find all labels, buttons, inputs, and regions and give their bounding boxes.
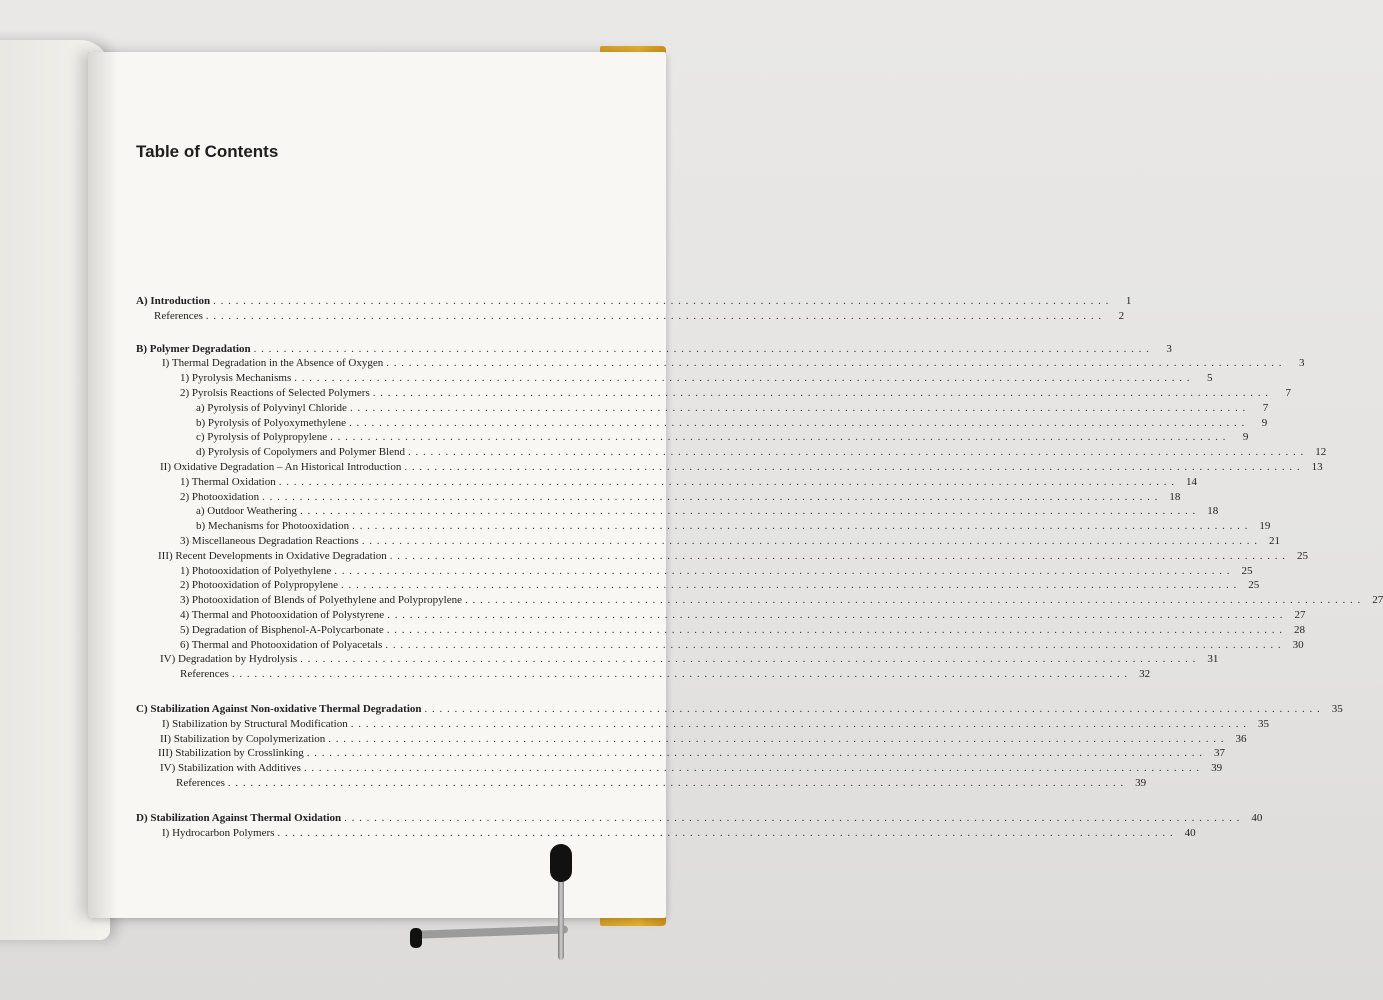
toc-entry-page: 40	[1251, 811, 1263, 824]
toc-entry	[136, 401, 1269, 416]
toc-entry-label: IV) Degradation by Hydrolysis	[160, 653, 298, 666]
leader-dots: . . . . . . . . . . . . . . . . . . . . . . . . . . . . . . . . . . . . . . . . . . . . . . . . . . . . . . . . . . . . . . . . . . . . . . . . . . . . . . . . . . . . . . . . . . . . . . . . . . . . . . . . . . . . . . . . . . . . . . . .	[278, 475, 1175, 488]
toc-entry-page: 9	[1261, 416, 1268, 429]
toc-entry	[136, 776, 1147, 791]
toc-entry	[136, 638, 1304, 653]
toc-entry	[136, 593, 1383, 608]
toc-entry-page: 40	[1184, 826, 1196, 839]
toc-entry-page: 27	[1372, 594, 1383, 607]
leader-dots: . . . . . . . . . . . . . . . . . . . . . . . . . . . . . . . . . . . . . . . . . . . . . . . . . . . . . . . . . . . . . . . . . . . . . . . . . . . . . . . . . . . . . . . . . . . . . . . . . . . . . . . . . . . . . . . . . . . . . . . .	[386, 357, 1283, 370]
toc-entry-page: 25	[1297, 549, 1309, 562]
toc-entry-label: 3) Miscellaneous Degradation Reactions	[180, 534, 359, 547]
leader-dots: . . . . . . . . . . . . . . . . . . . . . . . . . . . . . . . . . . . . . . . . . . . . . . . . . . . . . . . . . . . . . . . . . . . . . . . . . . . . . . . . . . . . . . . . . . . . . . . . . . . . . . . . . . . . . . . . . . . . . . . .	[340, 579, 1238, 592]
toc-entry	[136, 504, 1219, 519]
toc-entry-page: 9	[1242, 431, 1249, 444]
leader-dots: . . . . . . . . . . . . . . . . . . . . . . . . . . . . . . . . . . . . . . . . . . . . . . . . . . . . . . . . . . . . . . . . . . . . . . . . . . . . . . . . . . . . . . . . . . . . . . . . . . . . . . . . . . . . . . . . . . . . . . . .	[361, 534, 1258, 547]
leader-dots: . . . . . . . . . . . . . . . . . . . . . . . . . . . . . . . . . . . . . . . . . . . . . . . . . . . . . . . . . . . . . . . . . . . . . . . . . . . . . . . . . . . . . . . . . . . . . . . . . . . . . . . . . . . . . . . . . . . . . . . .	[262, 490, 1159, 503]
section-gap	[136, 682, 560, 702]
toc-entry-page: 32	[1139, 668, 1151, 681]
page-title: Table of Contents	[136, 142, 279, 161]
toc-entry-label: III) Stabilization by Crosslinking	[158, 747, 304, 760]
leader-dots: . . . . . . . . . . . . . . . . . . . . . . . . . . . . . . . . . . . . . . . . . . . . . . . . . . . . . . . . . . . . . . . . . . . . . . . . . . . . . . . . . . . . . . . . . . . . . . . . . . . . . . . . . . . . . . . . . . . . . . . .	[330, 431, 1227, 444]
toc-entry	[136, 623, 1305, 638]
toc-entry-label: References	[154, 309, 203, 322]
toc-entry-label: 6) Thermal and Photooxidation of Polyacetals	[180, 638, 383, 651]
toc-entry-page: 35	[1258, 717, 1269, 730]
toc-section-heading	[136, 294, 1132, 309]
leader-dots: . . . . . . . . . . . . . . . . . . . . . . . . . . . . . . . . . . . . . . . . . . . . . . . . . . . . . . . . . . . . . . . . . . . . . . . . . . . . . . . . . . . . . . . . . . . . . . . . . . . . . . . . . . . . . . . . . . . . . . . .	[299, 505, 1197, 518]
stand-rod	[558, 870, 564, 960]
toc-entry-page: 14	[1185, 475, 1197, 488]
toc-entry	[136, 386, 1291, 401]
toc-entry	[136, 761, 1223, 776]
toc-section-heading	[136, 811, 1263, 826]
toc-entry	[136, 356, 1305, 371]
toc-entry-label: 1) Photooxidation of Polyethylene	[180, 564, 332, 577]
toc-entry	[136, 732, 1247, 747]
leader-dots: . . . . . . . . . . . . . . . . . . . . . . . . . . . . . . . . . . . . . . . . . . . . . . . . . . . . . . . . . . . . . . . . . . . . . . . . . . . . . . . . . . . . . . . . . . . . . . . . . . . . . . . . . . . . . . . . . . . . . . . .	[205, 309, 1103, 322]
leader-dots: . . . . . . . . . . . . . . . . . . . . . . . . . . . . . . . . . . . . . . . . . . . . . . . . . . . . . . . . . . . . . . . . . . . . . . . . . . . . . . . . . . . . . . . . . . . . . . . . . . . . . . . . . . . . . . . . . . . . . . . .	[465, 594, 1362, 607]
toc-entry-label: 4) Thermal and Photooxidation of Polystyrene	[180, 608, 385, 621]
toc-entry-page: 36	[1235, 732, 1247, 745]
leader-dots: . . . . . . . . . . . . . . . . . . . . . . . . . . . . . . . . . . . . . . . . . . . . . . . . . . . . . . . . . . . . . . . . . . . . . . . . . . . . . . . . . . . . . . . . . . . . . . . . . . . . . . . . . . . . . . . . . . . . . . . .	[231, 668, 1129, 681]
leader-dots: . . . . . . . . . . . . . . . . . . . . . . . . . . . . . . . . . . . . . . . . . . . . . . . . . . . . . . . . . . . . . . . . . . . . . . . . . . . . . . . . . . . . . . . . . . . . . . . . . . . . . . . . . . . . . . . . . . . . . . . .	[408, 446, 1305, 459]
toc-entry-label: a) Outdoor Weathering	[196, 505, 297, 518]
toc-entry	[136, 652, 1219, 667]
toc-entry-page: 30	[1292, 638, 1304, 651]
toc-entry	[136, 519, 1271, 534]
toc-entry	[136, 578, 1260, 593]
gutter-shadow	[88, 52, 118, 918]
leader-dots: . . . . . . . . . . . . . . . . . . . . . . . . . . . . . . . . . . . . . . . . . . . . . . . . . . . . . . . . . . . . . . . . . . . . . . . . . . . . . . . . . . . . . . . . . . . . . . . . . . . . . . . . . . . . . . . . . . . . . . . .	[303, 762, 1201, 775]
leader-dots: . . . . . . . . . . . . . . . . . . . . . . . . . . . . . . . . . . . . . . . . . . . . . . . . . . . . . . . . . . . . . . . . . . . . . . . . . . . . . . . . . . . . . . . . . . . . . . . . . . . . . . . . . . . . . . . . . . . . . . . .	[350, 717, 1247, 730]
toc-entry-page: 37	[1213, 747, 1225, 760]
leader-dots: . . . . . . . . . . . . . . . . . . . . . . . . . . . . . . . . . . . . . . . . . . . . . . . . . . . . . . . . . . . . . . . . . . . . . . . . . . . . . . . . . . . . . . . . . . . . . . . . . . . . . . . . . . . . . . . . . . . . . . . .	[372, 386, 1269, 399]
toc-entry	[136, 371, 1213, 386]
leader-dots: . . . . . . . . . . . . . . . . . . . . . . . . . . . . . . . . . . . . . . . . . . . . . . . . . . . . . . . . . . . . . . . . . . . . . . . . . . . . . . . . . . . . . . . . . . . . . . . . . . . . . . . . . . . . . . . . . . . . . . . .	[349, 416, 1246, 429]
toc-entry-label: 1) Thermal Oxidation	[180, 475, 276, 488]
toc-entry-label: b) Mechanisms for Photooxidation	[196, 520, 350, 533]
toc-entry-page: 1	[1125, 295, 1132, 307]
leader-dots: . . . . . . . . . . . . . . . . . . . . . . . . . . . . . . . . . . . . . . . . . . . . . . . . . . . . . . . . . . . . . . . . . . . . . . . . . . . . . . . . . . . . . . . . . . . . . . . . . . . . . . . . . . . . . . . . . . . . . . . .	[385, 638, 1282, 651]
toc-entry-page: 7	[1262, 401, 1269, 414]
toc-entry-label: 2) Pyrolsis Reactions of Selected Polymers	[180, 386, 370, 399]
toc-entry	[136, 608, 1306, 623]
toc-entry	[136, 667, 1151, 682]
leader-dots: . . . . . . . . . . . . . . . . . . . . . . . . . . . . . . . . . . . . . . . . . . . . . . . . . . . . . . . . . . . . . . . . . . . . . . . . . . . . . . . . . . . . . . . . . . . . . . . . . . . . . . . . . . . . . . . . . . . . . . . .	[404, 460, 1301, 473]
toc-entry-page: 31	[1207, 653, 1219, 666]
toc-entry-label: d) Pyrolysis of Copolymers and Polymer Blend	[196, 446, 405, 459]
leader-dots: . . . . . . . . . . . . . . . . . . . . . . . . . . . . . . . . . . . . . . . . . . . . . . . . . . . . . . . . . . . . . . . . . . . . . . . . . . . . . . . . . . . . . . . . . . . . . . . . . . . . . . . . . . . . . . . . . . . . . . . .	[386, 623, 1283, 636]
toc-entry-page: 18	[1207, 505, 1219, 518]
leader-dots: . . . . . . . . . . . . . . . . . . . . . . . . . . . . . . . . . . . . . . . . . . . . . . . . . . . . . . . . . . . . . . . . . . . . . . . . . . . . . . . . . . . . . . . . . . . . . . . . . . . . . . . . . . . . . . . . . . . . . . . .	[306, 747, 1203, 760]
leader-dots: . . . . . . . . . . . . . . . . . . . . . . . . . . . . . . . . . . . . . . . . . . . . . . . . . . . . . . . . . . . . . . . . . . . . . . . . . . . . . . . . . . . . . . . . . . . . . . . . . . . . . . . . . . . . . . . . . . . . . . . .	[334, 564, 1231, 577]
toc-entry-label: a) Pyrolysis of Polyvinyl Chloride	[196, 401, 347, 414]
section-gap	[136, 324, 560, 342]
toc-entry	[136, 475, 1197, 490]
toc-entry-page: 3	[1299, 357, 1305, 370]
toc-entry-label: I) Thermal Degradation in the Absence of Oxygen	[162, 357, 384, 370]
toc-entry-page: 39	[1211, 762, 1223, 775]
leader-dots: . . . . . . . . . . . . . . . . . . . . . . . . . . . . . . . . . . . . . . . . . . . . . . . . . . . . . . . . . . . . . . . . . . . . . . . . . . . . . . . . . . . . . . . . . . . . . . . . . . . . . . . . . . . . . . . . . . . . . . . .	[344, 811, 1241, 824]
toc-section-heading	[136, 342, 1172, 357]
toc-entry	[136, 430, 1249, 445]
toc-entry-label: I) Hydrocarbon Polymers	[162, 826, 275, 839]
toc-entry-label: References	[180, 668, 229, 681]
toc-entry	[136, 445, 1327, 460]
leader-dots: . . . . . . . . . . . . . . . . . . . . . . . . . . . . . . . . . . . . . . . . . . . . . . . . . . . . . . . . . . . . . . . . . . . . . . . . . . . . . . . . . . . . . . . . . . . . . . . . . . . . . . . . . . . . . . . . . . . . . . . .	[328, 732, 1225, 745]
toc-entry-page: 35	[1331, 702, 1343, 715]
leader-dots: . . . . . . . . . . . . . . . . . . . . . . . . . . . . . . . . . . . . . . . . . . . . . . . . . . . . . . . . . . . . . . . . . . . . . . . . . . . . . . . . . . . . . . . . . . . . . . . . . . . . . . . . . . . . . . . . . . . . . . . .	[277, 826, 1174, 839]
leader-dots: . . . . . . . . . . . . . . . . . . . . . . . . . . . . . . . . . . . . . . . . . . . . . . . . . . . . . . . . . . . . . . . . . . . . . . . . . . . . . . . . . . . . . . . . . . . . . . . . . . . . . . . . . . . . . . . . . . . . . . . .	[294, 372, 1191, 385]
toc-entry-page: 7	[1285, 386, 1291, 399]
leader-dots: . . . . . . . . . . . . . . . . . . . . . . . . . . . . . . . . . . . . . . . . . . . . . . . . . . . . . . . . . . . . . . . . . . . . . . . . . . . . . . . . . . . . . . . . . . . . . . . . . . . . . . . . . . . . . . . . . . . . . . . .	[389, 549, 1287, 562]
leader-dots: . . . . . . . . . . . . . . . . . . . . . . . . . . . . . . . . . . . . . . . . . . . . . . . . . . . . . . . . . . . . . . . . . . . . . . . . . . . . . . . . . . . . . . . . . . . . . . . . . . . . . . . . . . . . . . . . . . . . . . . .	[213, 295, 1110, 307]
leader-dots: . . . . . . . . . . . . . . . . . . . . . . . . . . . . . . . . . . . . . . . . . . . . . . . . . . . . . . . . . . . . . . . . . . . . . . . . . . . . . . . . . . . . . . . . . . . . . . . . . . . . . . . . . . . . . . . . . . . . . . . .	[352, 520, 1249, 533]
toc-entry	[136, 534, 1280, 549]
toc-entry-page: 3	[1166, 342, 1172, 355]
toc-entry-label: II) Stabilization by Copolymerization	[160, 732, 326, 745]
toc-entry-page: 27	[1294, 608, 1306, 621]
toc-entry-label: 3) Photooxidation of Blends of Polyethylene and Polypropylene	[180, 594, 462, 607]
toc-entry-page: 5	[1206, 372, 1213, 385]
toc-entry-label: 2) Photooxidation	[180, 490, 260, 503]
toc-entry	[136, 460, 1323, 475]
leader-dots: . . . . . . . . . . . . . . . . . . . . . . . . . . . . . . . . . . . . . . . . . . . . . . . . . . . . . . . . . . . . . . . . . . . . . . . . . . . . . . . . . . . . . . . . . . . . . . . . . . . . . . . . . . . . . . . . . . . . . . . .	[227, 776, 1125, 789]
toc-entry	[136, 564, 1253, 579]
toc-entry	[136, 549, 1309, 564]
toc-entry-page: 13	[1311, 460, 1323, 473]
toc-entry-label: III) Recent Developments in Oxidative Degradation	[158, 549, 387, 562]
toc-entry	[136, 717, 1269, 732]
toc-entry-page: 18	[1169, 490, 1181, 503]
toc-entry-page: 2	[1118, 309, 1125, 322]
toc-entry-label: B) Polymer Degradation	[136, 342, 251, 355]
book-stand	[410, 840, 580, 970]
leader-dots: . . . . . . . . . . . . . . . . . . . . . . . . . . . . . . . . . . . . . . . . . . . . . . . . . . . . . . . . . . . . . . . . . . . . . . . . . . . . . . . . . . . . . . . . . . . . . . . . . . . . . . . . . . . . . . . . . . . . . . . .	[424, 702, 1321, 715]
toc-entry-label: IV) Stabilization with Additives	[160, 762, 301, 775]
toc-entry-label: D) Stabilization Against Thermal Oxidation	[136, 811, 342, 824]
toc-entry	[136, 826, 1196, 841]
table-of-contents	[136, 294, 1383, 840]
toc-entry-page: 39	[1135, 776, 1147, 789]
toc-entry-page: 12	[1315, 446, 1327, 459]
toc-entry-label: b) Pyrolysis of Polyoxymethylene	[196, 416, 347, 429]
toc-entry	[136, 490, 1181, 505]
stand-base	[418, 925, 568, 938]
leader-dots: . . . . . . . . . . . . . . . . . . . . . . . . . . . . . . . . . . . . . . . . . . . . . . . . . . . . . . . . . . . . . . . . . . . . . . . . . . . . . . . . . . . . . . . . . . . . . . . . . . . . . . . . . . . . . . . . . . . . . . . .	[300, 653, 1197, 666]
toc-entry-label: References	[176, 776, 225, 789]
book-page	[88, 52, 1383, 918]
toc-entry	[136, 746, 1225, 761]
leader-dots: . . . . . . . . . . . . . . . . . . . . . . . . . . . . . . . . . . . . . . . . . . . . . . . . . . . . . . . . . . . . . . . . . . . . . . . . . . . . . . . . . . . . . . . . . . . . . . . . . . . . . . . . . . . . . . . . . . . . . . . .	[349, 401, 1247, 414]
stand-foot	[410, 928, 422, 948]
toc-entry-page: 21	[1268, 534, 1280, 547]
toc-entry-page: 28	[1294, 623, 1305, 636]
stand-cap	[550, 844, 572, 882]
leader-dots: . . . . . . . . . . . . . . . . . . . . . . . . . . . . . . . . . . . . . . . . . . . . . . . . . . . . . . . . . . . . . . . . . . . . . . . . . . . . . . . . . . . . . . . . . . . . . . . . . . . . . . . . . . . . . . . . . . . . . . . .	[387, 608, 1284, 621]
toc-entry	[136, 309, 1125, 324]
toc-entry	[136, 416, 1268, 431]
toc-entry-label: A) Introduction	[136, 295, 211, 307]
toc-entry-label: 2) Photooxidation of Polypropylene	[180, 579, 338, 592]
section-gap	[136, 791, 560, 811]
toc-entry-label: I) Stabilization by Structural Modification	[162, 717, 348, 730]
toc-entry-label: 5) Degradation of Bisphenol-A-Polycarbonate	[180, 623, 384, 636]
toc-entry-page: 19	[1259, 520, 1271, 533]
toc-entry-label: C) Stabilization Against Non-oxidative Thermal Degradation	[136, 702, 422, 715]
toc-entry-label: II) Oxidative Degradation – An Historical Introduction	[160, 460, 402, 473]
toc-section-heading	[136, 702, 1343, 717]
toc-entry-page: 25	[1248, 579, 1260, 592]
leader-dots: . . . . . . . . . . . . . . . . . . . . . . . . . . . . . . . . . . . . . . . . . . . . . . . . . . . . . . . . . . . . . . . . . . . . . . . . . . . . . . . . . . . . . . . . . . . . . . . . . . . . . . . . . . . . . . . . . . . . . . . .	[253, 342, 1150, 355]
toc-entry-page: 25	[1241, 564, 1253, 577]
toc-entry-label: c) Pyrolysis of Polypropylene	[196, 431, 328, 444]
toc-entry-label: 1) Pyrolysis Mechanisms	[180, 372, 292, 385]
